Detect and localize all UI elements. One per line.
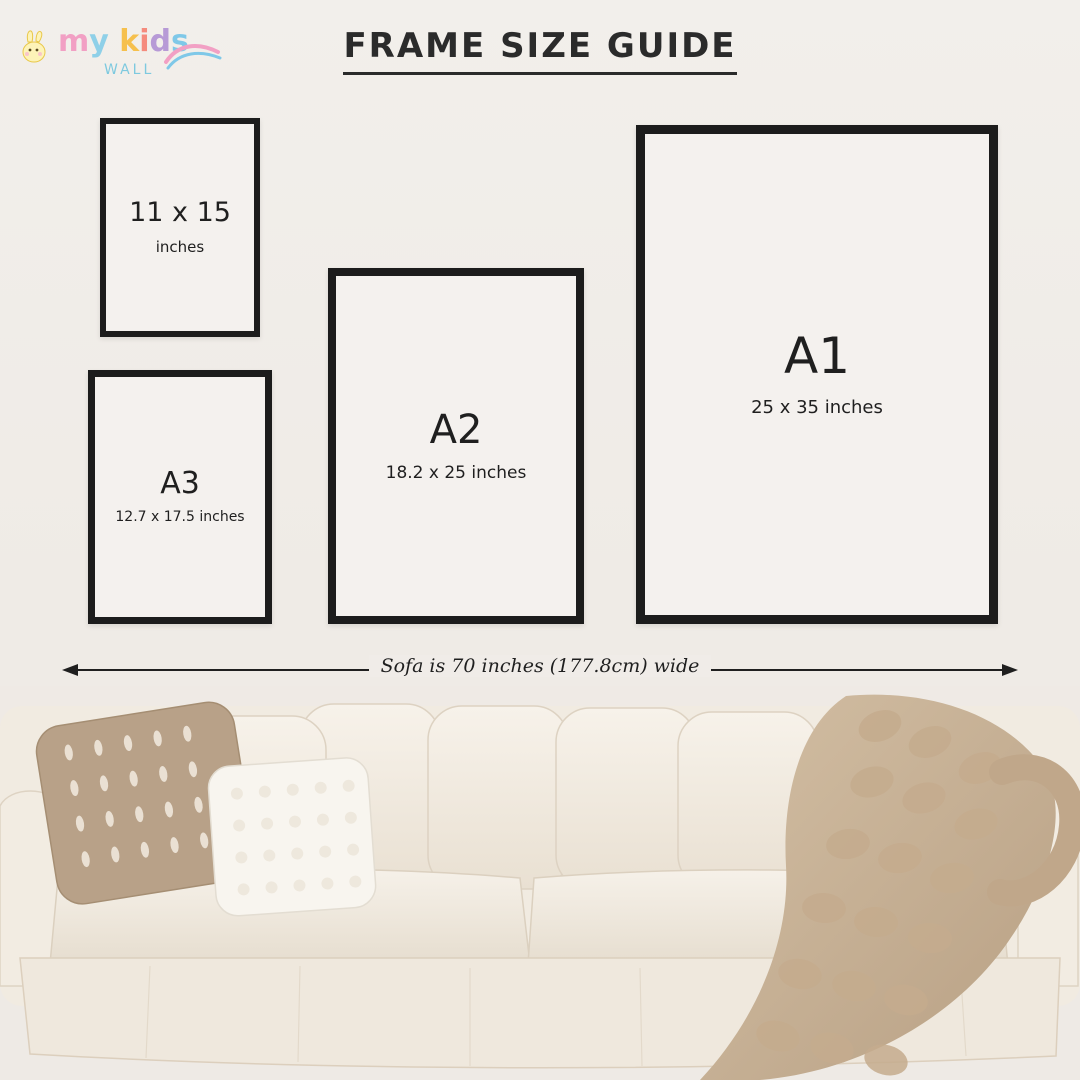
- frame-label-name: A3: [160, 465, 200, 501]
- frame-label-name: 11 x 15: [129, 197, 231, 229]
- sofa-width-measure: [62, 655, 1018, 685]
- sofa-illustration: [0, 686, 1080, 1080]
- frame-sample-a1: [636, 125, 998, 624]
- measure-label: [62, 655, 1018, 677]
- frame-label-name: A2: [429, 406, 483, 453]
- page-title-text: FRAME SIZE GUIDE: [343, 26, 736, 75]
- brand-subtitle: WALL: [104, 62, 155, 78]
- frame-label-name: A1: [783, 327, 850, 386]
- frame-label-dimension: 25 x 35 inches: [751, 396, 883, 418]
- frame-label-dimension: inches: [155, 237, 205, 256]
- page-title: [0, 26, 1080, 66]
- frame-sample-a3: [88, 370, 272, 624]
- frame-label-dimension: 12.7 x 17.5 inches: [115, 509, 245, 526]
- frame-sample-a2: [328, 268, 584, 624]
- frame-label-dimension: 18.2 x 25 inches: [385, 462, 527, 483]
- brand-name: my kids: [58, 24, 189, 59]
- frame-sample-11x15: [100, 118, 260, 337]
- measure-label-text: Sofa is 70 inches (177.8cm) wide: [369, 655, 712, 677]
